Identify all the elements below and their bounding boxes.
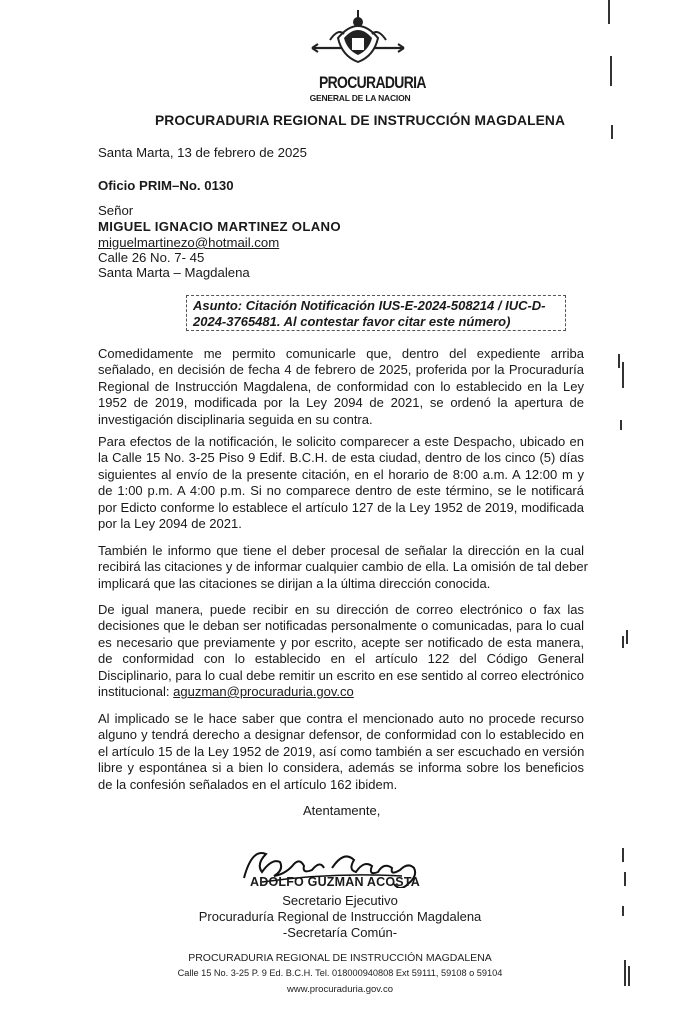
scan-edge-mark [622,906,624,916]
paragraph-line: de conformidad con lo establecido en el artículo 122 del Código General [98,651,584,667]
footer-office: PROCURADURIA REGIONAL DE INSTRUCCIÓN MAGDALENA [188,952,492,964]
reference-number: Oficio PRIM–No. 0130 [98,178,234,193]
scan-edge-mark [622,636,624,648]
paragraph-line: es necesario que previamente y por escrito, acepte ser notificado de esta manera, [98,634,584,650]
subject-box [186,295,566,331]
footer-address: Calle 15 No. 3-25 P. 9 Ed. B.C.H. Tel. 018000940808 Ext 59111, 59108 o 59104 [177,968,503,978]
scan-edge-mark [610,56,612,86]
paragraph-line: Para efectos de la notificación, le solicito comparecer a este Despacho, ubicado en [98,434,584,449]
procuraduria-emblem-logo [308,8,408,68]
paragraph-line: 1952 de 2019, modificada por la Ley 2094 de 2021, se ordenó la apertura de [98,395,584,411]
paragraph-line: implicará que las citaciones se dirijan a la última dirección conocida. [98,575,491,591]
paragraph-line [98,684,584,700]
paragraph-line: de la confesión señalados en el artículo 162 ibidem. [98,776,398,792]
paragraph-3 [98,543,588,592]
paragraph-line: investigación disciplinaria seguida en su contra. [98,411,373,427]
farewell: Atentamente, [303,803,381,818]
scan-edge-mark [624,872,626,886]
paragraph-line: Regional de Instrucción Magdalena, de conformidad con lo establecido en la Ley [98,378,584,394]
paragraph-line: recibirá las citaciones y de informar cualquier cambio de ella. La omisión de tal deber [98,559,588,575]
brand-name: PROCURADURIA [319,73,426,92]
paragraph-line: Comedidamente me permito comunicarle que, dentro del expediente arriba [98,346,584,361]
place-date: Santa Marta, 13 de febrero de 2025 [98,145,307,160]
paragraph-line: alguno y tendrá derecho a designar defensor, de conformidad con lo establecido en [98,727,584,743]
subject-line-1: Asunto: Citación Notificación IUS-E-2024-508214 / IUC-D- [193,298,546,313]
paragraph-5 [98,711,584,793]
scan-edge-mark [618,354,620,368]
scan-edge-mark [626,630,628,644]
paragraph-line: por Edicto conforme lo establece el artículo 127 de la Ley 1952 de 2019, modificada [98,499,584,515]
paragraph-line: siguientes al envío de la presente citación, en el horario de 8:00 a.m. A 12:00 m y [98,466,584,482]
institutional-email-link[interactable]: aguzman@procuraduria.gov.co [173,683,354,699]
scan-edge-mark [622,848,624,862]
paragraph-2 [98,434,584,532]
paragraph-line: por la Ley 2094 de 2021. [98,515,242,531]
scan-edge-mark [620,420,622,430]
subject-line-2: 2024-3765481. Al contestar favor citar este número) [193,314,511,329]
scan-edge-mark [611,125,613,139]
signer-unit: -Secretaría Común- [282,925,398,940]
paragraph-line: Al implicado se le hace saber que contra el mencionado auto no procede recurso [98,711,584,726]
signer-office: Procuraduría Regional de Instrucción Magdalena [198,909,482,924]
recipient-email-link[interactable]: miguelmartinezo@hotmail.com [98,235,280,250]
scan-edge-mark [608,0,610,24]
paragraph-4 [98,602,584,700]
paragraph-line: decisiones que le deban ser notificadas personalmente o comunicadas, para lo cual [98,618,584,634]
paragraph-line: Disciplinario, para lo cual debe remitir un escrito en ese sentido al correo electrónico [98,667,584,683]
paragraph-line: También le informo que tiene el deber procesal de señalar la dirección en la cual [98,543,584,558]
scan-edge-mark [628,966,630,986]
recipient-name: MIGUEL IGNACIO MARTINEZ OLANO [98,219,341,234]
paragraph-line: De igual manera, puede recibir en su dirección de correo electrónico o fax las [98,602,584,617]
signer-name: ADOLFO GUZMÁN ACOSTA [250,875,420,889]
footer-website-link[interactable]: www.procuraduria.gov.co [287,984,393,995]
email-prefix: institucional: [98,683,174,699]
paragraph-line: de 1:00 p.m. A 4:00 p.m. Si no comparece dentro de este término, se le notificará [98,483,584,499]
recipient-city: Santa Marta – Magdalena [98,265,250,280]
office-title: PROCURADURIA REGIONAL DE INSTRUCCIÓN MAGDALENA [154,113,566,128]
scan-edge-mark [622,362,624,388]
brand-subtitle: GENERAL DE LA NACION [309,93,411,103]
paragraph-line: libre y espontánea si a bien lo considera, además se informa sobre los beneficios [98,760,584,776]
paragraph-1 [98,346,584,428]
signer-title: Secretario Ejecutivo [282,893,398,908]
salutation: Señor [98,203,134,218]
paragraph-line: el artículo 15 de la Ley 1952 de 2019, así como también a ser escuchado en versión [98,743,585,759]
paragraph-line: la Calle 15 No. 3-25 Piso 9 Edif. B.C.H. de esta ciudad, dentro de los cinco (5) días [98,450,584,466]
recipient-address: Calle 26 No. 7- 45 [98,250,205,265]
paragraph-line: señalado, en decisión de fecha 4 de febrero de 2025, proferida por la Procuraduría [98,362,584,378]
scan-edge-mark [624,960,626,986]
